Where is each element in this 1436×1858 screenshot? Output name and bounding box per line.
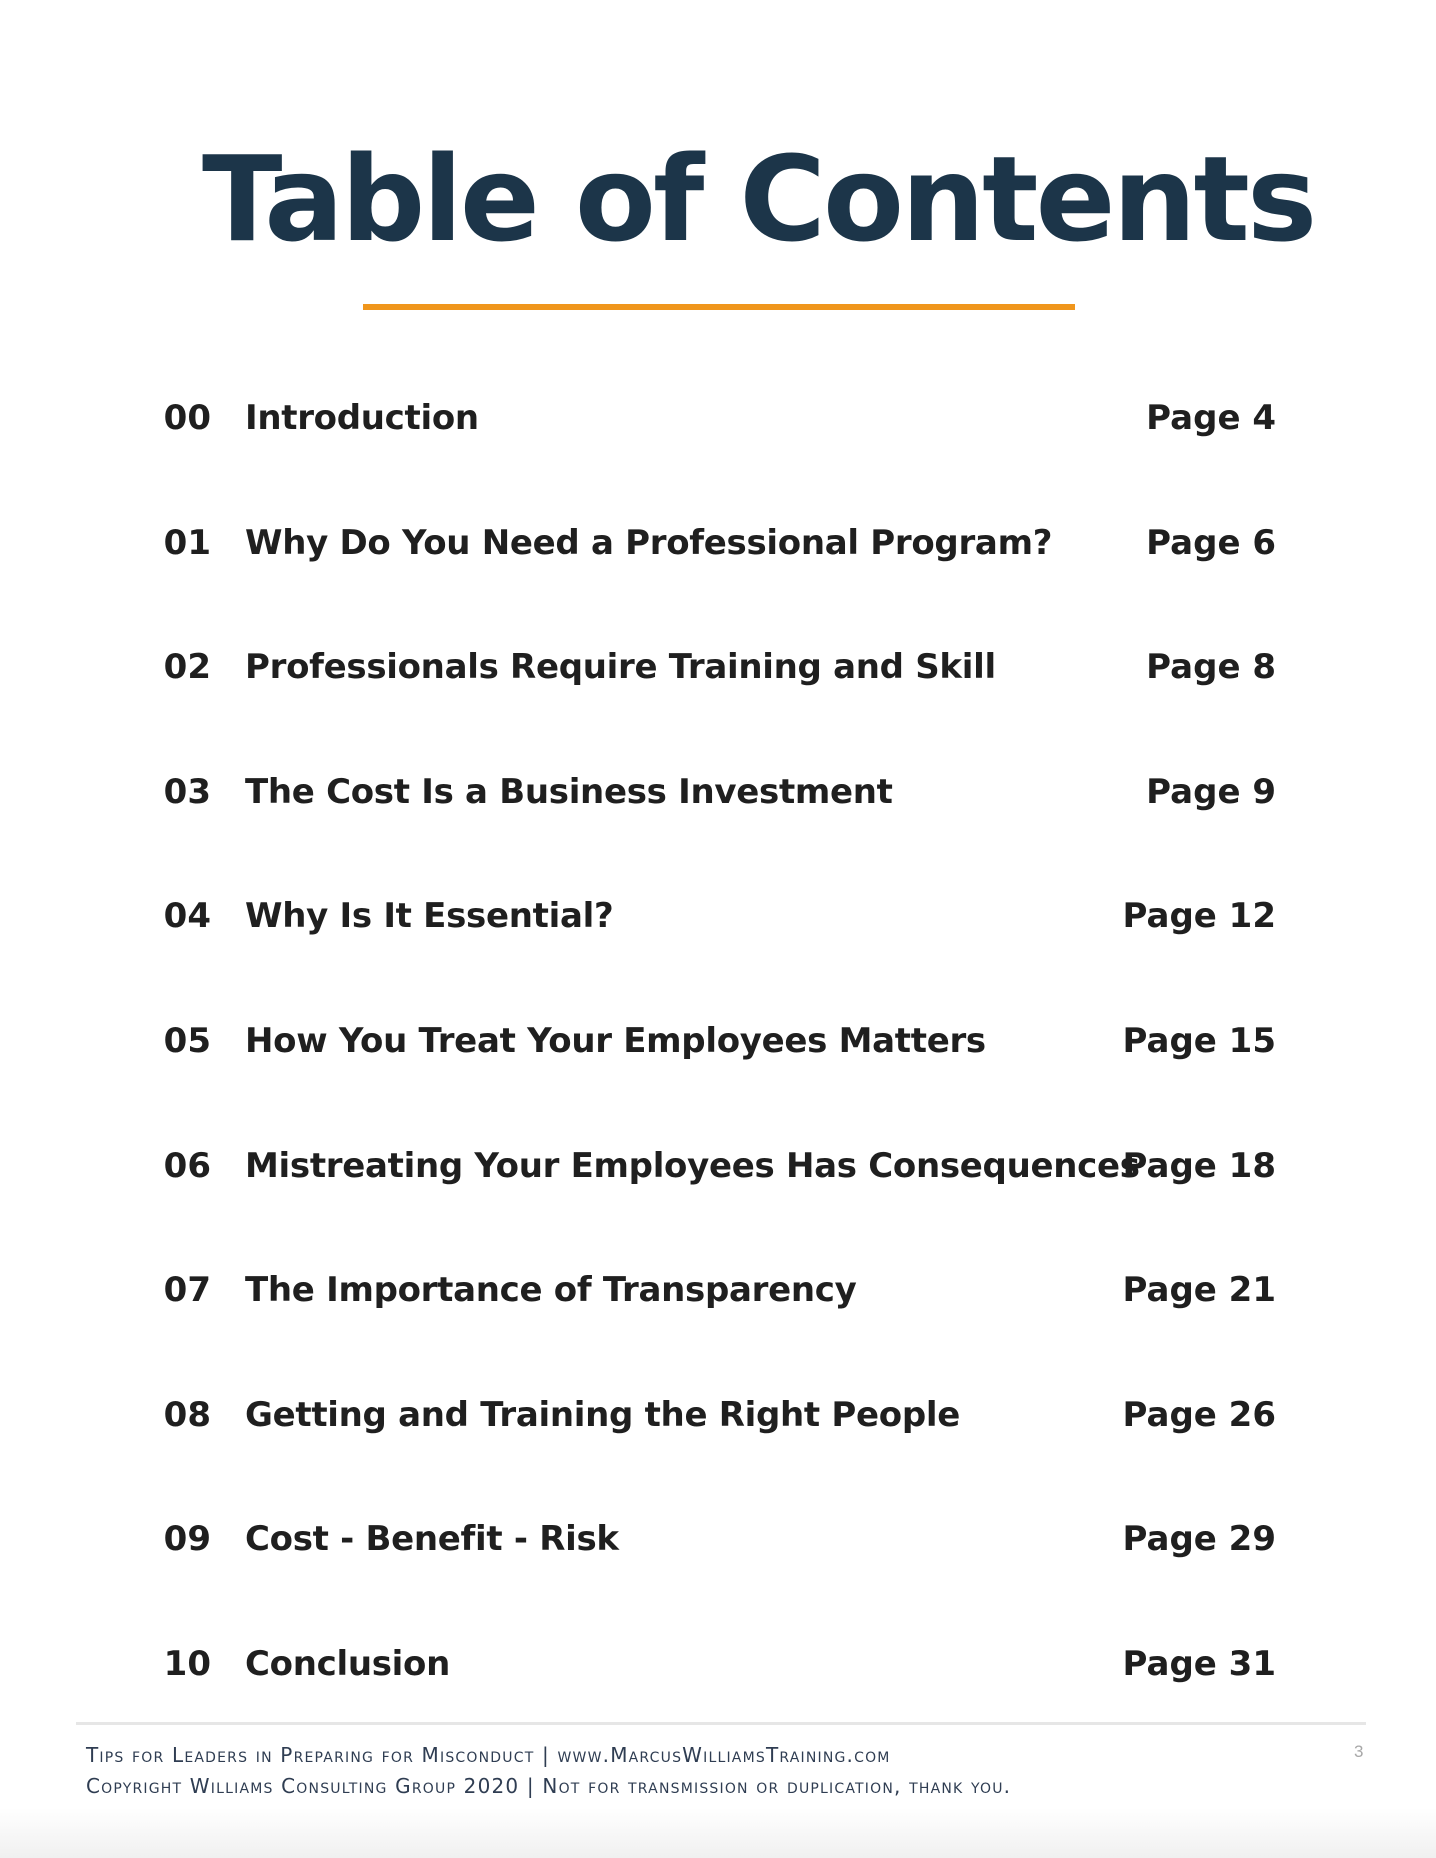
toc-item-conclusion[interactable] <box>0 1624 1436 1749</box>
toc-item-title: Conclusion <box>245 1643 450 1684</box>
footer-line-copyright: Copyright Williams Consulting Group 2020 | Not for transmission or duplication, thank you. <box>86 1774 1012 1798</box>
toc-item-essential[interactable] <box>0 876 1436 1001</box>
toc-item-page: Page 12 <box>1122 896 1276 937</box>
toc-item-page: Page 31 <box>1122 1643 1276 1684</box>
toc-item-page: Page 9 <box>1146 771 1276 812</box>
toc-item-number: 05 <box>163 1020 211 1061</box>
toc-item-page: Page 6 <box>1146 522 1276 563</box>
toc-item-professional-program[interactable] <box>0 503 1436 628</box>
toc-list <box>0 378 1436 1749</box>
toc-item-title: Mistreating Your Employees Has Consequences <box>245 1145 1140 1186</box>
toc-item-number: 02 <box>163 647 211 688</box>
toc-item-page: Page 15 <box>1122 1020 1276 1061</box>
toc-item-page: Page 26 <box>1122 1394 1276 1435</box>
toc-item-cost-benefit-risk[interactable] <box>0 1499 1436 1624</box>
toc-item-title: Why Is It Essential? <box>245 896 614 937</box>
toc-item-introduction[interactable] <box>0 378 1436 503</box>
toc-item-page: Page 8 <box>1146 647 1276 688</box>
footer <box>86 1740 1346 1802</box>
title-underline <box>363 304 1075 310</box>
toc-item-title: How You Treat Your Employees Matters <box>245 1020 986 1061</box>
toc-item-number: 07 <box>163 1270 211 1311</box>
toc-item-number: 08 <box>163 1394 211 1435</box>
toc-item-title: Professionals Require Training and Skill <box>245 647 996 688</box>
toc-item-title: The Importance of Transparency <box>245 1270 857 1311</box>
toc-item-business-investment[interactable] <box>0 752 1436 877</box>
toc-item-training-and-skill[interactable] <box>0 627 1436 752</box>
footer-divider <box>76 1722 1366 1725</box>
page-number: 3 <box>1354 1742 1364 1761</box>
toc-item-title: Cost - Benefit - Risk <box>245 1519 619 1560</box>
toc-item-page: Page 18 <box>1122 1145 1276 1186</box>
toc-item-title: Why Do You Need a Professional Program? <box>245 522 1053 563</box>
toc-item-number: 04 <box>163 896 211 937</box>
toc-item-number: 10 <box>163 1643 211 1684</box>
footer-line-title: Tips for Leaders in Preparing for Misconduct | www.MarcusWilliamsTraining.com <box>86 1743 891 1767</box>
toc-item-page: Page 29 <box>1122 1519 1276 1560</box>
toc-item-number: 09 <box>163 1519 211 1560</box>
page-bottom-shade <box>0 1808 1436 1858</box>
toc-item-mistreating-employees[interactable] <box>0 1126 1436 1251</box>
page-title-text: Table of Contents <box>202 130 1315 268</box>
toc-item-transparency[interactable] <box>0 1250 1436 1375</box>
toc-item-number: 01 <box>163 522 211 563</box>
toc-item-treat-employees[interactable] <box>0 1001 1436 1126</box>
toc-item-number: 00 <box>163 398 211 438</box>
toc-item-title: Getting and Training the Right People <box>245 1394 961 1435</box>
toc-item-title: Introduction <box>245 398 479 438</box>
toc-item-page: Page 4 <box>1146 398 1276 438</box>
toc-item-right-people[interactable] <box>0 1375 1436 1500</box>
toc-item-number: 06 <box>163 1145 211 1186</box>
toc-item-title: The Cost Is a Business Investment <box>245 771 893 812</box>
toc-item-page: Page 21 <box>1122 1270 1276 1311</box>
toc-item-number: 03 <box>163 771 211 812</box>
